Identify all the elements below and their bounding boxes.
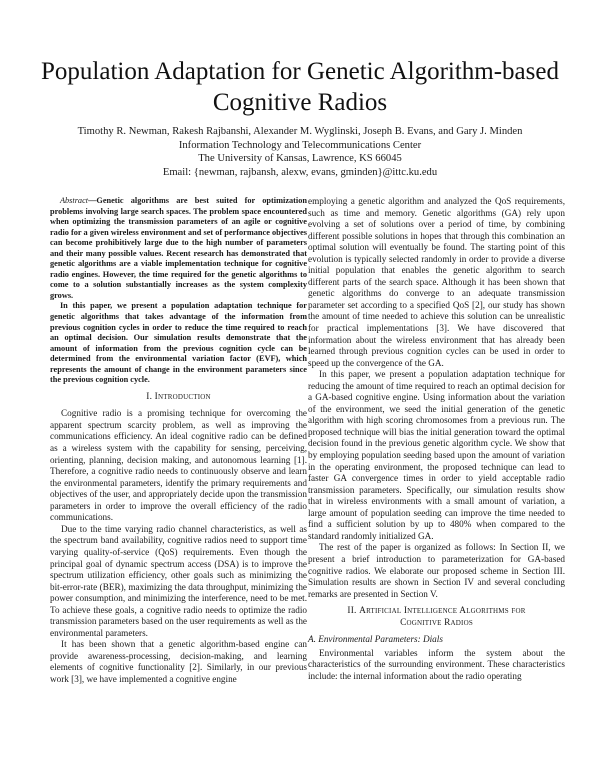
section-heading-introduction: I. Introduction bbox=[146, 391, 211, 402]
author-list: Timothy R. Newman, Rakesh Rajbanshi, Alexander M. Wyglinski, Joseph B. Evans, and Gary J. Minden bbox=[77, 126, 523, 137]
abstract-paragraph-2: In this paper, we present a population adaptation technique for genetic algorithms that takes advantage of the information from previous cognition cycles in order to reduce the time required to reach an optimal decision. Our simulation results demonstrate that the amount of information from the previous cognition cycle can be determined from the environmental variation factor (EVF), which represents the amount of change in the environment parameters since the previous cognition cycle. bbox=[50, 301, 307, 385]
left-column bbox=[50, 196, 307, 686]
affiliation-line-1: Information Technology and Telecommunications Center bbox=[178, 139, 422, 151]
author-block bbox=[20, 125, 580, 179]
author-email: Email: {newman, rajbansh, alexw, evans, gminden}@ittc.ku.edu bbox=[162, 166, 438, 178]
body-paragraph: Environmental variables inform the system about the characteristics of the surrounding environment. These characteristics include: the internal information about the radio operating bbox=[308, 647, 565, 681]
paper-title: Population Adaptation for Genetic Algorithm-based Cognitive Radios bbox=[41, 58, 559, 116]
body-paragraph: Cognitive radio is a promising technique for overcoming the apparent spectrum scarcity problem, as well as improving the communications efficiency. An ideal cognitive radio can be defined as a wireless system with the capability for sensing, perceiving, orienting, planning, decision making, and autonomous learning [1]. Therefore, a cognitive radio needs to continuously observe and learn the environmental parameters, identify the primary requirements and objectives of the user, and appropriately decide upon the transmission parameters in order to improve the overall efficiency of the radio communications. bbox=[50, 408, 307, 523]
body-paragraph: employing a genetic algorithm and analyzed the QoS requirements, such as time and memory. Genetic algorithms (GA) rely upon evolving a set of solutions over a period of time, by combining different possible solutions in hopes that through this combination an optimal solution will eventually be found. The starting point of this evolution is typically selected randomly in order to provide a diverse initial population that enables the genetic algorithm to search different parts of the search space. Although it has been shown that genetic algorithms do converge to an adequate transmission parameter set according to a specified QoS [2], our study has shown the amount of time needed to achieve this solution can be unrealistic for practical implementations [3]. We have discovered that information about the wireless environment that has already been learned through previous cognition cycles can be used in order to speed up the convergence of the GA. bbox=[308, 196, 565, 368]
body-paragraph: The rest of the paper is organized as follows: In Section II, we present a brief introduction to parameterization for GA-based cognitive radios. We elaborate our proposed scheme in Section III. Simulation results are shown in Section IV and several concluding remarks are presented in Section V. bbox=[308, 542, 565, 599]
right-column bbox=[308, 196, 565, 682]
abstract-paragraph-1: Abstract—Genetic algorithms are best suited for optimization problems involving large search spaces. The problem space encountered when optimizing the transmission parameters of an agile or cognitive radio for a given wireless environment and set of performance objectives can become prohibitively large due to the high number of parameters and their many possible values. Recent research has demonstrated that genetic algorithms are a viable implementation technique for cognitive radio engines. However, the time required for the genetic algorithms to come to a solution substantially increases as the system complexity grows. bbox=[50, 196, 307, 300]
section-heading-ai-algorithms: II. Artificial Intelligence Algorithms for Cognitive Radios bbox=[347, 606, 526, 628]
abstract-label: Abstract bbox=[59, 196, 89, 205]
subsection-heading: A. Environmental Parameters: Dials bbox=[308, 634, 443, 645]
body-paragraph: It has been shown that a genetic algorithm-based engine can provide awareness-processing, decision-making, and learning elements of cognitive functionality [2]. Similarly, in our previous work [3], we have implemented a cognitive engine bbox=[50, 639, 307, 684]
body-paragraph: In this paper, we present a population adaptation technique for reducing the amount of time required to reach an optimal decision for a GA-based cognitive engine. Using information about the variation of the environment, we seed the initial generation of the genetic algorithm with high scoring chromosomes from a previous run. The proposed technique will bias the initial generation toward the optimal decision found in the previous genetic algorithm cycle. We show that by employing population seeding based upon the amount of variation in the operating environment, the proposed technique can lead to faster GA convergence times in order to yield acceptable radio transmission parameters. Specifically, our simulation results show that in wireless environments with a small amount of variation, a large amount of population seeding can improve the time needed to find a sufficient solution by up to 480% when compared to the standard randomly initialized GA. bbox=[308, 369, 565, 541]
affiliation-line-2: The University of Kansas, Lawrence, KS 66045 bbox=[198, 153, 402, 165]
body-paragraph: Due to the time varying radio channel characteristics, as well as the spectrum band availability, cognitive radios need to support time varying quality-of-service (QoS) requirements. Even though the principal goal of dynamic spectrum access (DSA) is to improve the spectrum utilization efficiency, other goals such as minimizing the bit-error-rate (BER), maximizing the data throughput, minimizing the power consumption, and minimizing the interference, need to be met. To achieve these goals, a cognitive radio needs to optimize the radio transmission parameters based on the user requirements as well as the environmental parameters. bbox=[50, 523, 307, 638]
abstract bbox=[50, 196, 307, 386]
